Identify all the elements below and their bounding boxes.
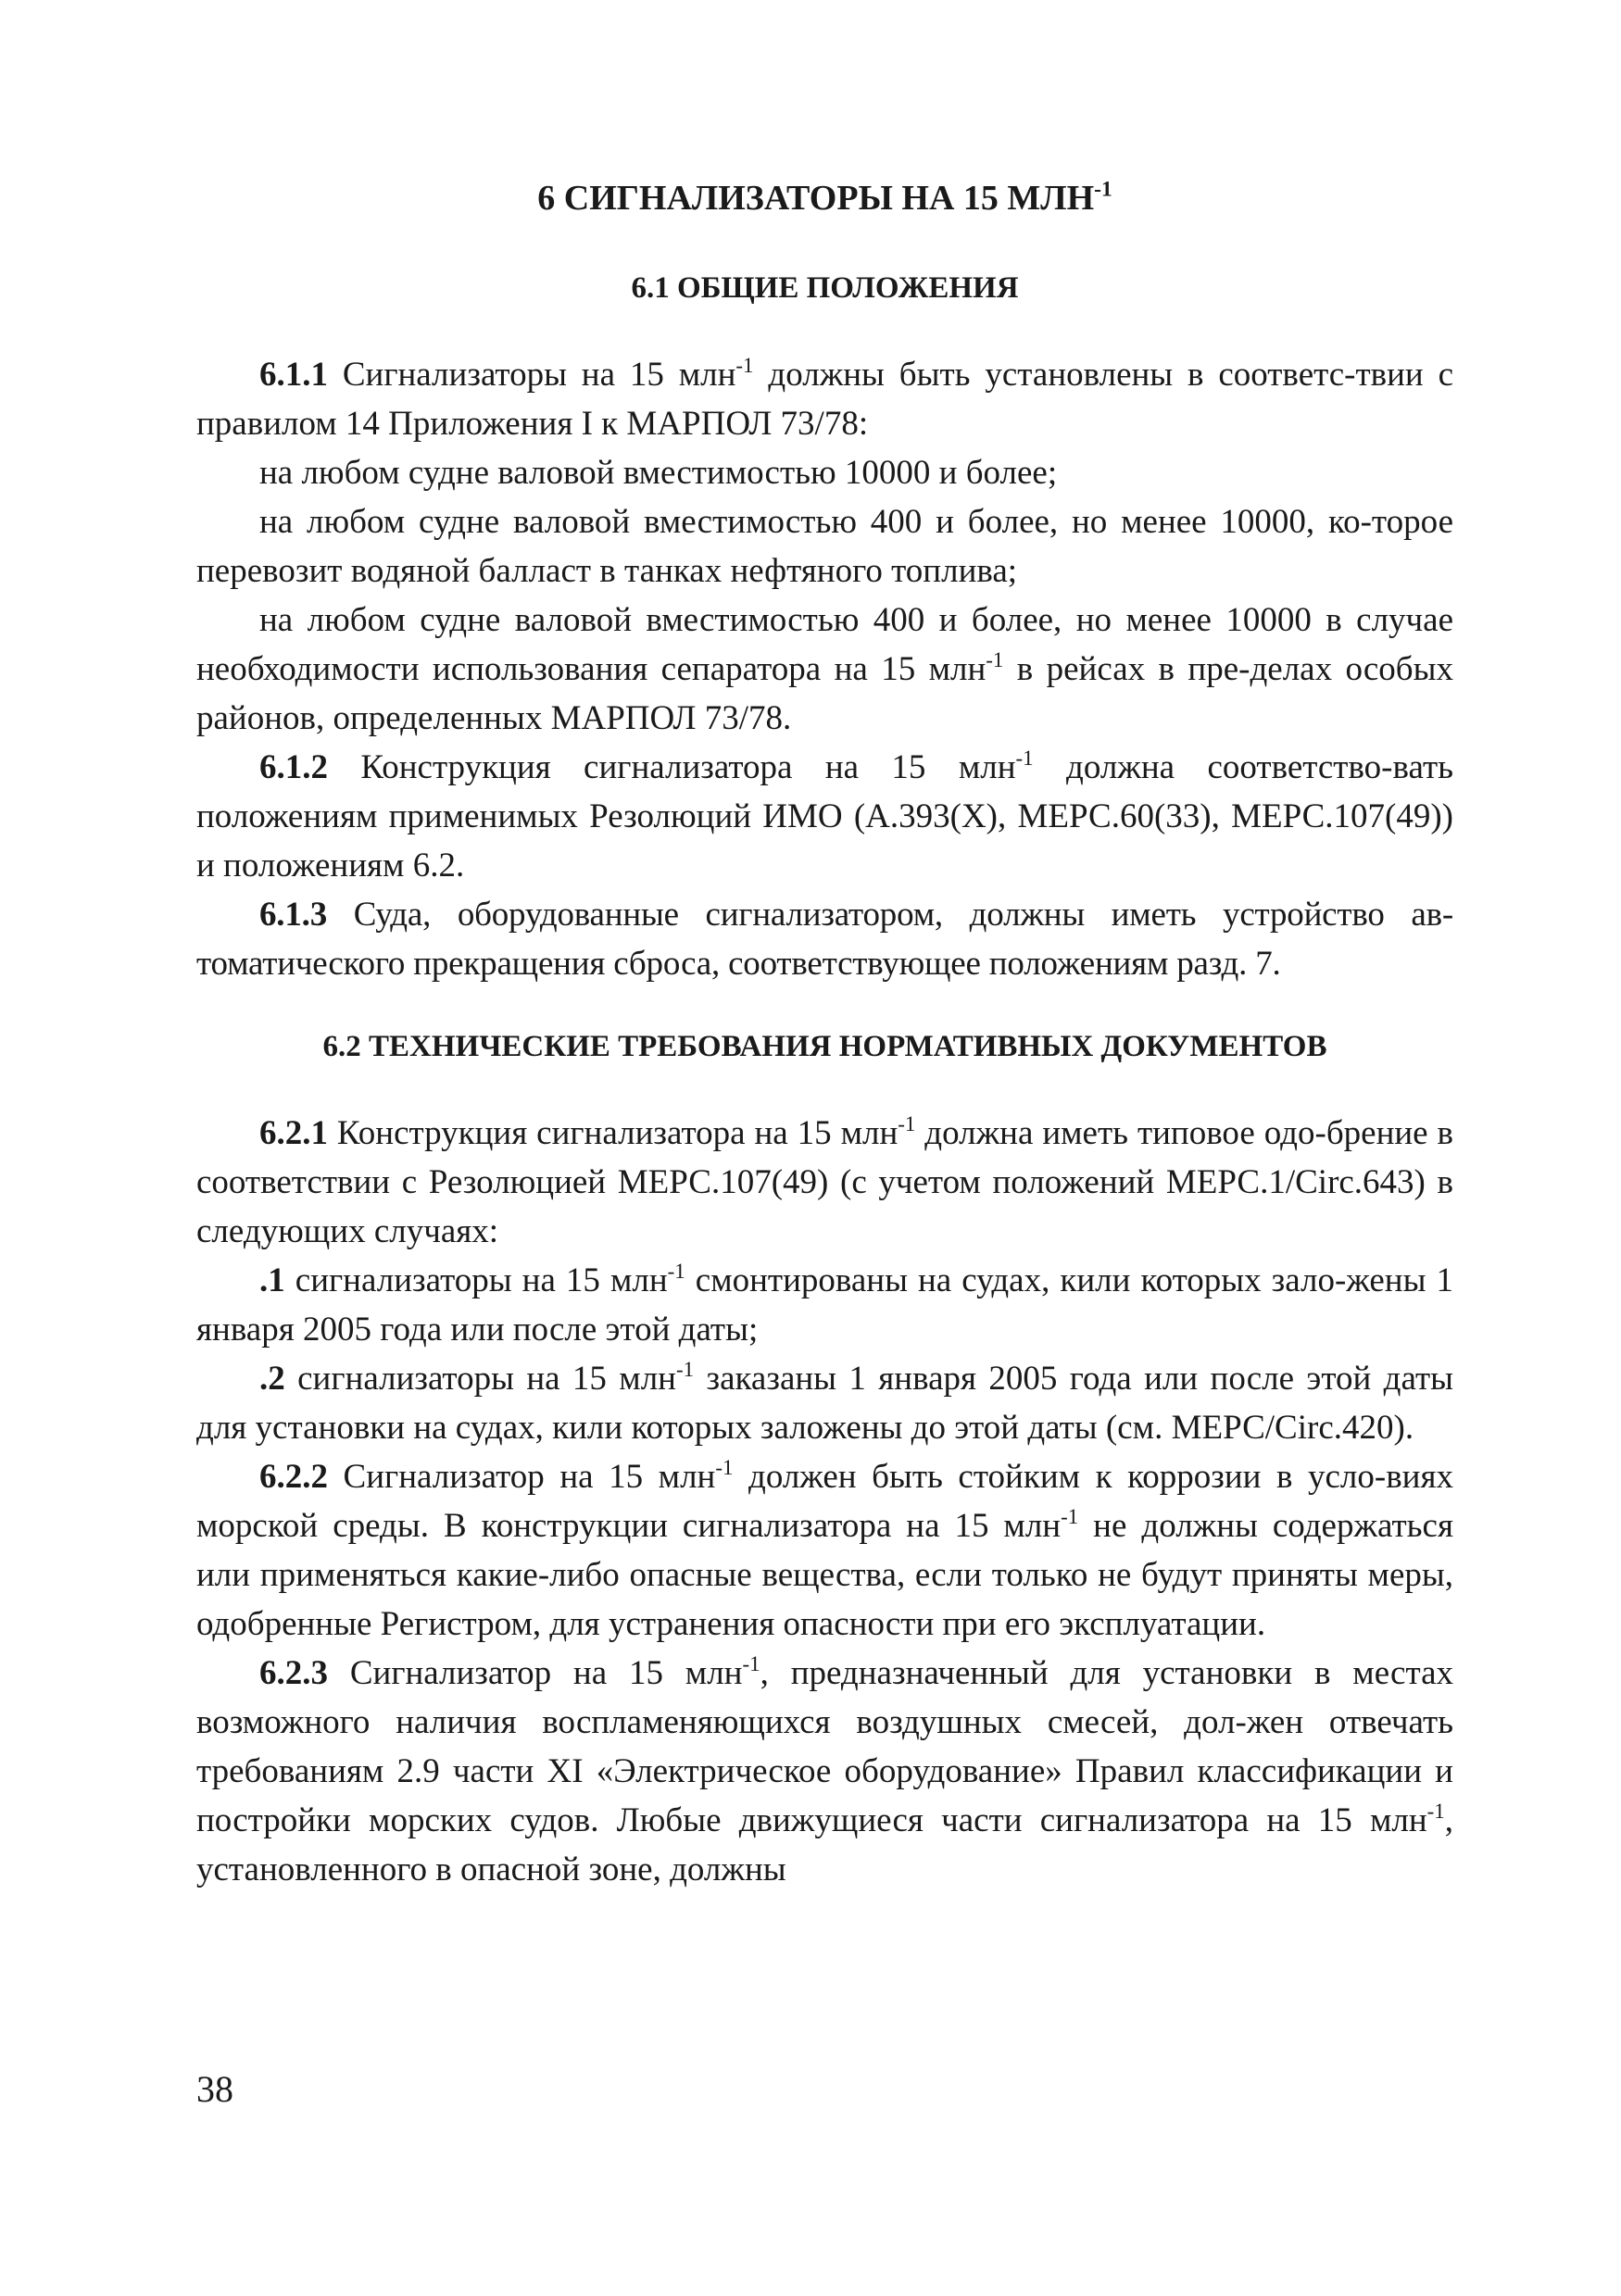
superscript: -1	[742, 1651, 760, 1675]
text-column	[196, 176, 1453, 1894]
superscript: -1	[667, 1259, 685, 1283]
sub-item-number: .1	[259, 1261, 285, 1299]
paragraph-text: должен быть стойким к коррозии в усло-виях морской среды. В конструкции сигнализатора на 15 млн	[196, 1458, 1453, 1545]
paragraph-text: Сигнализатор на 15 млн	[328, 1458, 716, 1496]
paragraph-6-1-1	[196, 350, 1453, 448]
superscript: -1	[1061, 1504, 1079, 1528]
paragraph-text: заказаны 1 января 2005 года или после этой даты для установки на судах, кили которых заложены до этой даты (см. МЕРС/Circ.420).	[196, 1360, 1453, 1447]
paragraph-text: сигнализаторы на 15 млн	[284, 1261, 668, 1299]
superscript: -1	[715, 1455, 734, 1479]
paragraph-text: , предназначенный для установки в местах возможного наличия воспламеняющихся воздушных смесей, дол-жен отвечать требованиям 2.9 части XI «Электрическое оборудование» Правил классификации и постройки морских судов. Любые движущиеся части сигнализатора на 15 млн	[196, 1654, 1454, 1839]
page-number: 38	[196, 2068, 233, 2110]
paragraph-text: Конструкция сигнализатора на 15 млн	[328, 748, 1016, 786]
list-item-10000-gt: на любом судне валовой вместимостью 10000 и более;	[259, 454, 1058, 492]
paragraph-text: смонтированы на судах, кили которых зало-жены 1 января 2005 года или после этой даты;	[196, 1261, 1453, 1349]
clause-number: 6.1.2	[259, 748, 328, 786]
clause-number: 6.2.2	[259, 1458, 328, 1496]
superscript: -1	[1426, 1799, 1445, 1823]
clause-number: 6.2.3	[259, 1654, 328, 1692]
paragraph-text: должна соответство-вать положениям применимых Резолюций ИМО (А.393(Х), МЕРС.60(33), МЕРС.107(49)) и положениям 6.2.	[196, 748, 1453, 885]
paragraph-text: должна иметь типовое одо-брение в соответствии с Резолюцией МЕРС.107(49) (с учетом положений МЕРС.1/Circ.643) в следующих случаях:	[196, 1114, 1453, 1250]
paragraph-6-1-3	[196, 890, 1453, 988]
paragraph-text: на любом судне валовой вместимостью 400 и более, но менее 10000 в случае необходимости использования сепаратора на 15 млн	[196, 601, 1453, 688]
list-item-ballast: на любом судне валовой вместимостью 400 и более, но менее 10000, ко-торое перевозит водяной балласт в танках нефтяного топлива;	[196, 503, 1453, 590]
paragraph-6-2-3	[196, 1649, 1453, 1894]
clause-number: 6.1.3	[259, 896, 328, 934]
paragraph-6-2-2	[196, 1452, 1453, 1649]
paragraph-text: Сигнализатор на 15 млн	[328, 1654, 743, 1692]
paragraph-text: не должны содержаться или применяться какие-либо опасные вещества, если только не будут приняты меры, одобренные Регистром, для устранения опасности при его эксплуатации.	[196, 1507, 1453, 1643]
sub-item-1	[196, 1256, 1453, 1354]
superscript: -1	[1015, 746, 1034, 770]
paragraph-text: Суда, оборудованные сигнализатором, должны иметь устройство ав-томатического прекращения сброса, соответствующее положениям разд. 7.	[196, 896, 1453, 983]
chapter-title-text: 6 СИГНАЛИЗАТОРЫ НА 15 МЛН	[537, 179, 1095, 218]
paragraph-6-1-2	[196, 743, 1453, 890]
clause-number: 6.2.1	[259, 1114, 328, 1152]
sub-item-2	[196, 1354, 1453, 1452]
superscript: -1	[675, 1357, 695, 1381]
paragraph-text: Сигнализаторы на 15 млн	[328, 356, 736, 394]
paragraph-text: , установленного в опасной зоне, должны	[196, 1801, 1453, 1888]
paragraph-text: сигнализаторы на 15 млн	[284, 1360, 676, 1398]
superscript: -1	[898, 1111, 916, 1135]
clause-number: 6.1.1	[259, 356, 328, 394]
paragraph-text: в рейсах в пре-делах особых районов, определенных МАРПОЛ 73/78.	[196, 650, 1453, 737]
chapter-title-superscript: -1	[1094, 177, 1112, 202]
sub-item-number: .2	[259, 1360, 285, 1398]
paragraph-6-2-1	[196, 1109, 1453, 1256]
paragraph-text: Конструкция сигнализатора на 15 млн	[328, 1114, 898, 1152]
section-6-2-title: 6.2 ТЕХНИЧЕСКИЕ ТРЕБОВАНИЯ НОРМАТИВНЫХ ДОКУМЕНТОВ	[322, 1030, 1327, 1063]
list-item-special-areas	[196, 596, 1453, 743]
chapter-title	[196, 176, 1453, 220]
superscript: -1	[735, 353, 754, 377]
paragraph-text: должны быть установлены в соответс-твии с правилом 14 Приложения I к МАРПОЛ 73/78:	[196, 356, 1453, 443]
section-6-1-title: 6.1 ОБЩИЕ ПОЛОЖЕНИЯ	[631, 271, 1019, 305]
superscript: -1	[986, 647, 1004, 671]
